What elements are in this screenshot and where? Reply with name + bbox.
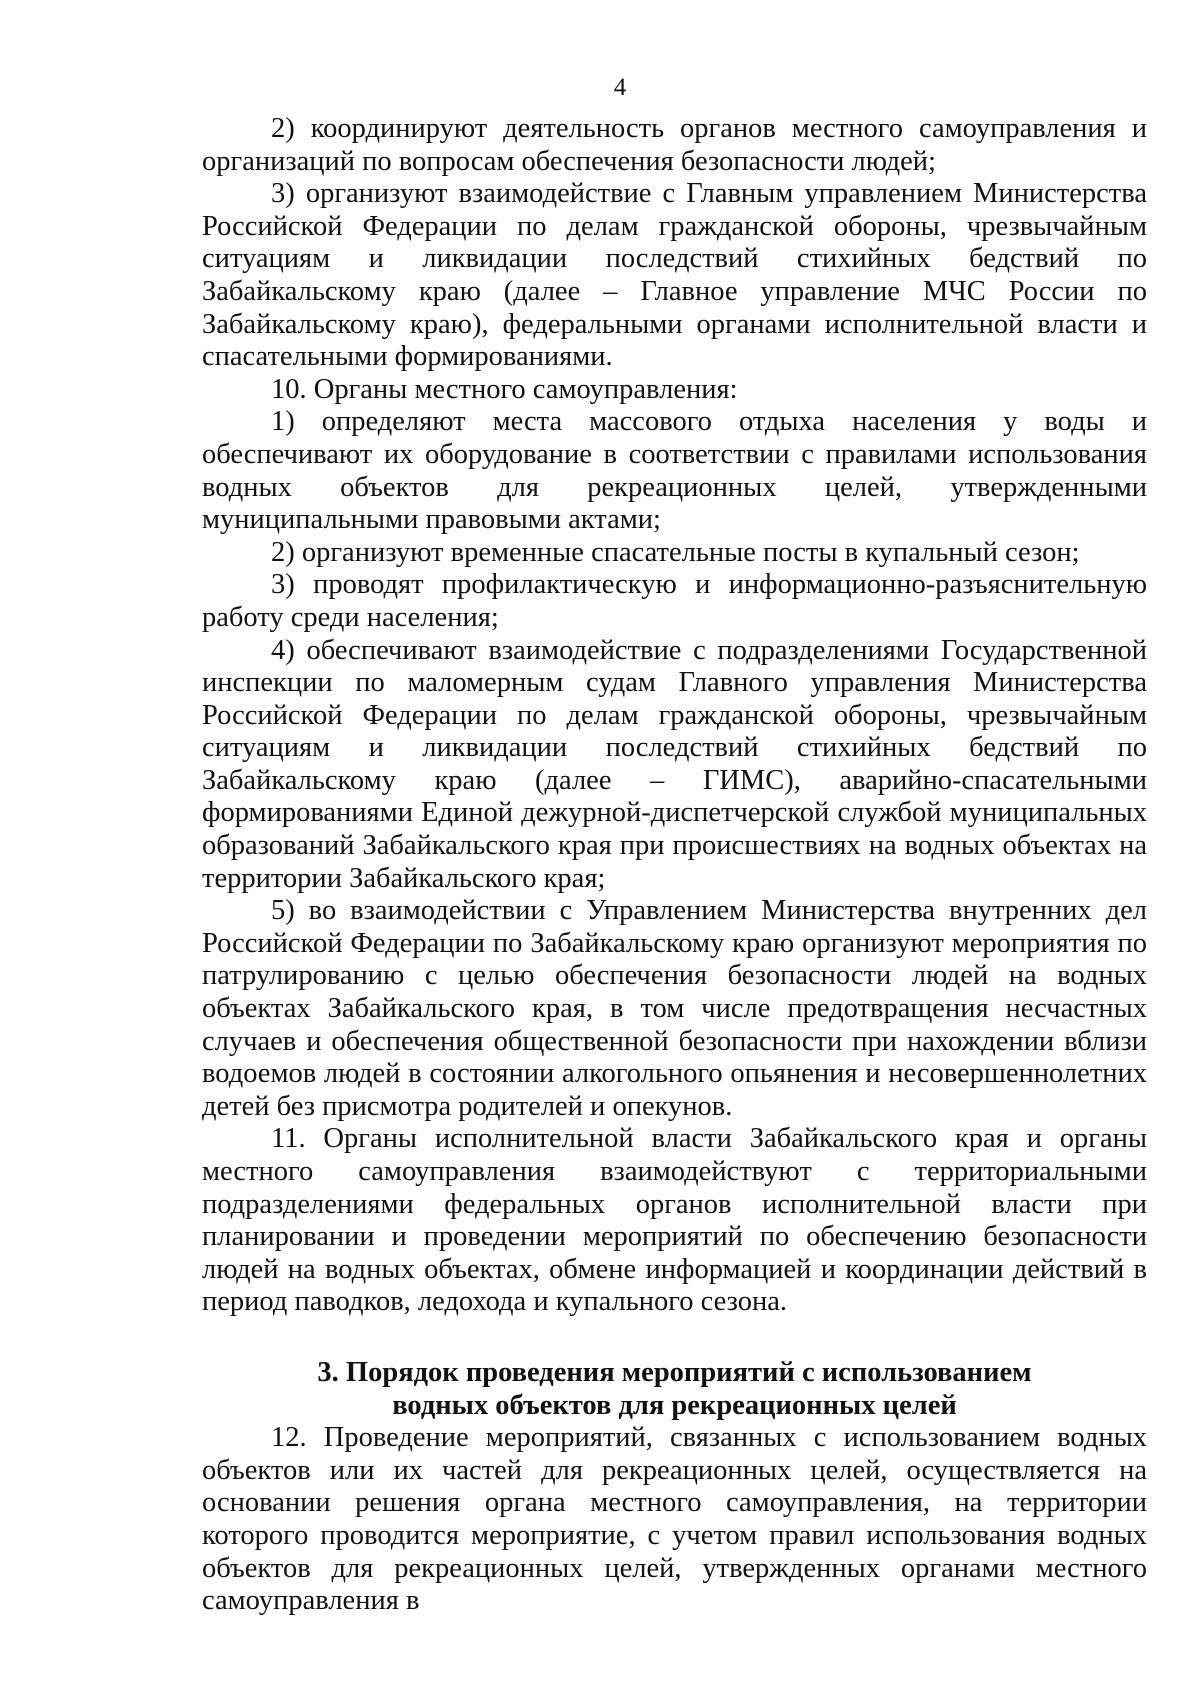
section-heading <box>202 1357 1147 1422</box>
paragraph-item-2-coordinate: 2) координируют деятельность органов местного самоуправления и организаций по вопросам обеспечения безопасности людей; <box>202 113 1147 177</box>
paragraph-clause-12: 12. Проведение мероприятий, связанных с использованием водных объектов или их частей для рекреационных целей, осуществляется на основании решения органа местного самоуправления, на территории которого проводится мероприятие, с учетом правил использования водных объектов для рекреационных целей, утвержденных органами местного самоуправления в <box>202 1422 1147 1617</box>
section-heading-line-1: 3. Порядок проведения мероприятий с использованием <box>317 1356 1032 1388</box>
paragraph-item-1-places: 1) определяют места массового отдыха населения у воды и обеспечивают их оборудование в соответствии с правилами использования водных объектов для рекреационных целей, утвержденными муниципальными правовыми актами; <box>202 406 1147 536</box>
paragraph-item-2-posts: 2) организуют временные спасательные посты в купальный сезон; <box>271 536 1080 568</box>
paragraph-item-3-interaction: 3) организуют взаимодействие с Главным управлением Министерства Российской Федерации по делам гражданской обороны, чрезвычайным ситуациям и ликвидации последствий стихийных бедствий по Забайкальскому краю (далее – Главное управление МЧС России по Забайкальскому краю), федеральными органами исполнительной власти и спасательными формированиями. <box>202 178 1147 373</box>
paragraph-item-5-patrol: 5) во взаимодействии с Управлением Министерства внутренних дел Российской Федерации по Забайкальскому краю организуют мероприятия по патрулированию с целью обеспечения безопасности людей на водных объектах Забайкальского края, в том числе предотвращения несчастных случаев и обеспечения общественной безопасности при нахождении вблизи водоемов людей в состоянии алкогольного опьянения и несовершеннолетних детей без присмотра родителей и опекунов. <box>202 895 1147 1122</box>
document-body <box>202 113 1147 1618</box>
paragraph-item-3-prevention: 3) проводят профилактическую и информационно-разъяснительную работу среди населения; <box>202 569 1147 633</box>
paragraph-item-4-gims: 4) обеспечивают взаимодействие с подразделениями Государственной инспекции по маломерным судам Главного управления Министерства Российской Федерации по делам гражданской обороны, чрезвычайным ситуациям и ликвидации последствий стихийных бедствий по Забайкальскому краю (далее – ГИМС), аварийно-спасательными формированиями Единой дежурной-диспетчерской службой муниципальных образований Забайкальского края при происшествиях на водных объектах на территории Забайкальского края; <box>202 634 1147 894</box>
page-number: 4 <box>613 74 627 101</box>
section-heading-line-2: водных объектов для рекреационных целей <box>392 1389 957 1421</box>
paragraph-clause-11: 11. Органы исполнительной власти Забайкальского края и органы местного самоуправления взаимодействуют с территориальными подразделениями федеральных органов исполнительной власти при планировании и проведении мероприятий по обеспечению безопасности людей на водных объектах, обмене информацией и координации действий в период паводков, ледохода и купального сезона. <box>202 1123 1147 1318</box>
paragraph-clause-10: 10. Органы местного самоуправления: <box>271 373 738 405</box>
